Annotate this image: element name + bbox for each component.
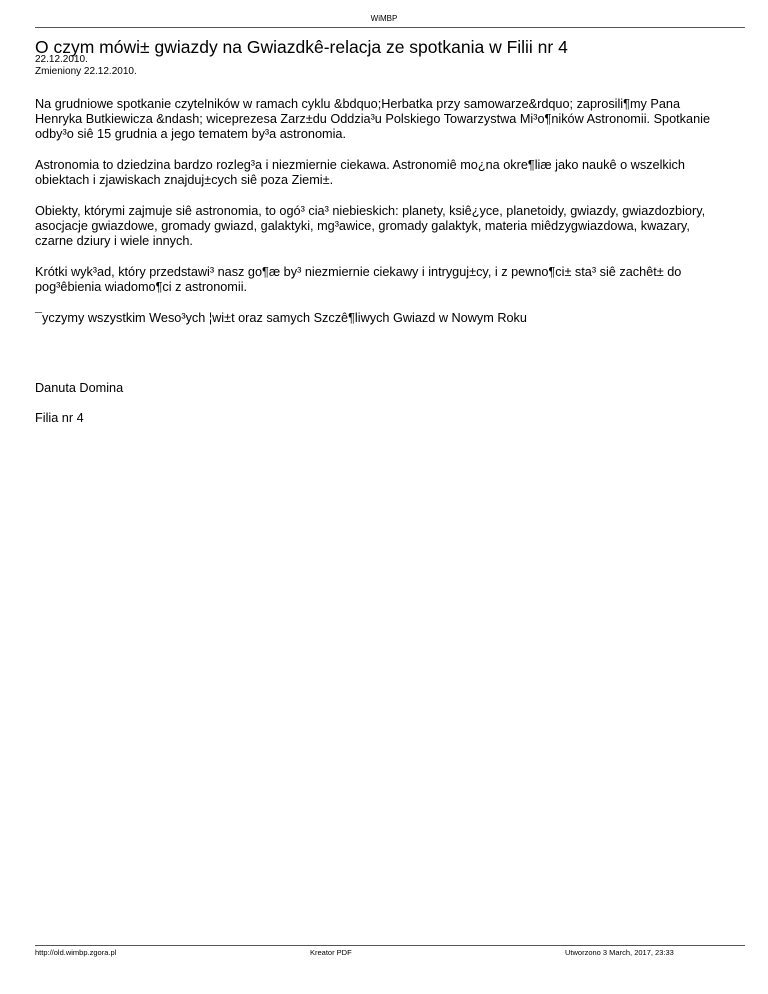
article-paragraph: Astronomia to dziedzina bardzo rozleg³a i niezmiernie ciekawa. Astronomiê mo¿na okre¶liæ jako naukê o wszelkich obiektach i zjawiskach znajduj±cych siê poza Ziemi±. xyxy=(35,158,685,187)
article-body xyxy=(35,97,730,326)
header-divider xyxy=(35,27,745,28)
author-branch: Filia nr 4 xyxy=(35,411,84,425)
author-name: Danuta Domina xyxy=(35,381,124,395)
footer-url: http://old.wimbp.zgora.pl xyxy=(35,948,117,957)
article-date-modified: Zmieniony 22.12.2010. xyxy=(35,66,137,77)
article-date-created: 22.12.2010. xyxy=(35,54,88,65)
article-paragraph: Na grudniowe spotkanie czytelników w ramach cyklu &bdquo;Herbatka przy samowarze&rdquo; zaprosili¶my Pana Henryka Butkiewicza &ndash; wiceprezesa Zarz±du Oddzia³u Polskiego Towarzystwa Mi³o¶ników Astronomii. Spotkanie odby³o siê 15 grudnia a jego tematem by³a astronomia. xyxy=(35,97,710,141)
site-header-label: WiMBP xyxy=(370,14,398,23)
article-paragraph: Krótki wyk³ad, który przedstawi³ nasz go¶æ by³ niezmiernie ciekawy i intryguj±cy, i z pewno¶ci± sta³ siê zachêt± do pog³êbienia wiadomo¶ci z astronomii. xyxy=(35,265,682,294)
holiday-wishes: ¯yczymy wszystkim Weso³ych ¦wi±t oraz samych Szczê¶liwych Gwiazd w Nowym Roku xyxy=(35,311,527,325)
article-title: O czym mówi± gwiazdy na Gwiazdkê-relacja ze spotkania w Filii nr 4 xyxy=(35,37,568,57)
footer-creator: Kreator PDF xyxy=(310,948,352,957)
article-paragraph: Obiekty, którymi zajmuje siê astronomia, to ogó³ cia³ niebieskich: planety, ksiê¿yce, planetoidy, gwiazdy, gwiazdozbiory, asocjacje gwiazdowe, gromady gwiazd, galaktyki, mg³awice, gromady galaktyk, materia miêdzygwiazdowa, kwazary, czarne dziury i wiele innych. xyxy=(35,204,706,248)
footer-created-timestamp: Utworzono 3 March, 2017, 23:33 xyxy=(565,948,674,957)
footer-divider xyxy=(35,945,745,946)
